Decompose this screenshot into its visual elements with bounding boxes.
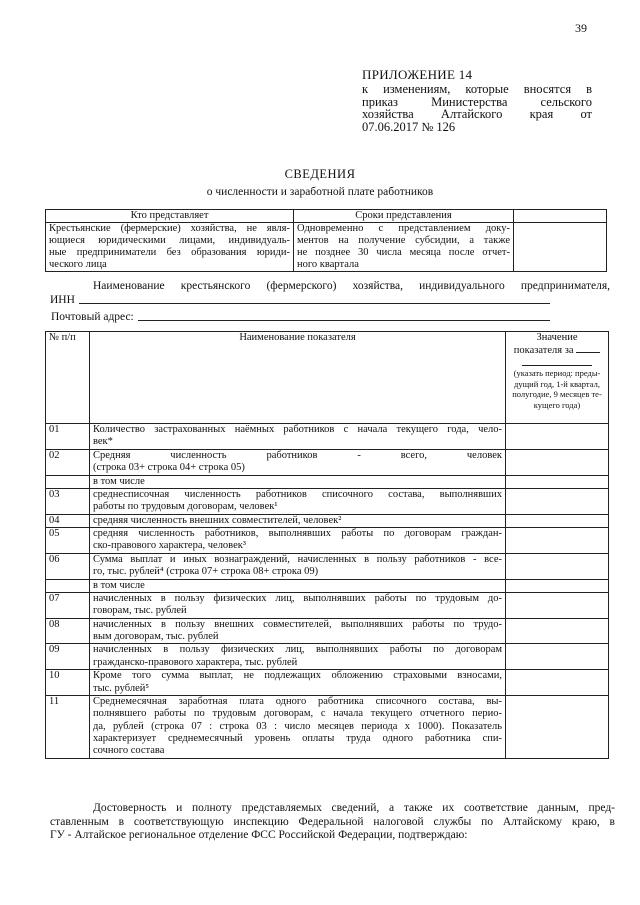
row-number xyxy=(46,475,90,488)
inn-label: ИНН xyxy=(50,294,75,306)
confirmation-line: ГУ - Алтайское региональное отделение ФСС Российской Федерации, подтверждаю: xyxy=(50,829,468,842)
row-text-line: ско-правового характера, человек³ xyxy=(93,540,246,552)
header-who: Кто представляет xyxy=(46,210,294,223)
row-value-cell[interactable] xyxy=(506,618,609,644)
row-indicator-name xyxy=(90,488,506,514)
who-line: ные предприниматели без образования юриди- xyxy=(49,246,290,258)
row-text-line: да, рублей (строка 07 : строка 03 : число месяцев периода х 1000). Показатель xyxy=(93,720,502,732)
appendix-line: приказ Министерства сельского xyxy=(362,94,592,109)
table-row xyxy=(46,670,609,696)
row-text-line: тыс. рублей⁵ xyxy=(93,682,150,694)
table-row xyxy=(46,553,609,579)
inn-blank-line[interactable] xyxy=(79,294,550,304)
table-row xyxy=(46,449,609,475)
inn-field xyxy=(50,294,550,307)
row-value-cell[interactable] xyxy=(506,670,609,696)
postal-label: Почтовый адрес: xyxy=(51,311,134,323)
row-indicator-name xyxy=(90,579,506,592)
row-number: 05 xyxy=(46,528,90,554)
row-number: 04 xyxy=(46,514,90,527)
header-empty xyxy=(514,210,607,223)
row-text-line: среднесписочная численность работников списочного состава, выполнявших xyxy=(93,488,502,500)
row-text-line: вым договорам, тыс. рублей xyxy=(93,631,219,642)
row-value-cell[interactable] xyxy=(506,579,609,592)
row-indicator-name xyxy=(90,424,506,450)
appendix-title: ПРИЛОЖЕНИЕ 14 xyxy=(362,67,473,82)
row-number: 09 xyxy=(46,644,90,670)
appendix-line: к изменениям, которые вносятся в xyxy=(362,81,592,96)
table-row xyxy=(46,618,609,644)
row-value-cell[interactable] xyxy=(506,424,609,450)
row-value-cell[interactable] xyxy=(506,553,609,579)
row-text-line: Сумма выплат и иных вознаграждений, начисленных в пользу работников - все- xyxy=(93,553,502,565)
header-value-note: (указать период: преды- xyxy=(513,368,601,379)
row-number xyxy=(46,579,90,592)
row-text-line: в том числе xyxy=(93,475,145,487)
row-text-line: характеризует среднемесячный уровень оплаты труда одного работника спи- xyxy=(93,733,502,744)
row-text-line: Кроме того сумма выплат, не подлежащих обложению страховыми взносами, xyxy=(93,670,502,682)
appendix-block xyxy=(362,68,592,134)
deadline-line: Одновременно с представлением доку- xyxy=(297,223,510,235)
row-number: 03 xyxy=(46,488,90,514)
header-indicator-name: Наименование показателя xyxy=(90,332,506,424)
row-text-line: средняя численность работников, выполнявших работы по договорам граждан- xyxy=(93,528,502,539)
row-text-line: Средняя численность работников - всего, человек xyxy=(93,449,502,461)
header-value-line1: Значение xyxy=(536,332,578,343)
appendix-line: хозяйства Алтайского края от xyxy=(362,107,592,122)
header-deadline: Сроки представления xyxy=(294,210,514,223)
row-indicator-name xyxy=(90,670,506,696)
deadline-line: ного квартала xyxy=(297,258,359,270)
row-text-line: го, тыс. рублей⁴ (строка 07+ строка 08+ строка 09) xyxy=(93,566,319,578)
deadline-line: ментов на получение субсидии, а также xyxy=(297,234,510,246)
deadline-line: не позднее 30 числа месяца после отчет- xyxy=(297,246,510,258)
row-indicator-name xyxy=(90,449,506,475)
who-cell xyxy=(46,223,294,271)
header-value-note: полугодие, 9 месяцев те- xyxy=(512,389,602,400)
row-text-line: в том числе xyxy=(93,579,145,591)
row-value-cell[interactable] xyxy=(506,475,609,488)
confirmation-line: Достоверность и полноту представляемых сведений, а также их соответствие данным, пред- xyxy=(93,802,615,814)
document-title: СВЕДЕНИЯ xyxy=(284,167,356,181)
deadline-cell xyxy=(294,223,514,271)
table-row xyxy=(46,528,609,554)
row-number: 02 xyxy=(46,449,90,475)
confirmation-text xyxy=(50,802,615,843)
table-row xyxy=(46,695,609,758)
row-text-line: Количество застрахованных наёмных работников с начала текущего года, чело- xyxy=(93,424,502,435)
header-value-note: дущий год, 1-й квартал, xyxy=(514,378,600,389)
row-indicator-name xyxy=(90,475,506,488)
table-row xyxy=(46,644,609,670)
table-row xyxy=(46,475,609,488)
row-number: 10 xyxy=(46,670,90,696)
row-indicator-name xyxy=(90,528,506,554)
header-value-note: кущего года) xyxy=(533,400,581,411)
row-value-cell[interactable] xyxy=(506,449,609,475)
table-row xyxy=(46,488,609,514)
table-row xyxy=(46,424,609,450)
row-number: 07 xyxy=(46,592,90,618)
header-value-line2: показателя за xyxy=(513,344,574,356)
row-value-cell[interactable] xyxy=(506,592,609,618)
who-line: Крестьянские (фермерские) хозяйства, не явля- xyxy=(49,223,290,235)
row-text-line: начисленных в пользу физических лиц, выполнявших работы по трудовым до- xyxy=(93,592,502,604)
row-text-line: начисленных в пользу физических лиц, выполнявших работы по договорам xyxy=(93,644,502,656)
empty-cell xyxy=(514,223,607,271)
document-heading xyxy=(0,167,640,200)
row-text-line: гражданско-правового характера, тыс. рублей xyxy=(93,656,298,668)
row-value-cell[interactable] xyxy=(506,528,609,554)
row-text-line: работы по трудовым договорам, человек¹ xyxy=(93,501,278,513)
table-row xyxy=(46,592,609,618)
header-number: № п/п xyxy=(46,332,90,424)
document-subtitle: о численности и заработной плате работников xyxy=(206,186,434,199)
table-row xyxy=(46,514,609,527)
row-value-cell[interactable] xyxy=(506,514,609,527)
row-number: 08 xyxy=(46,618,90,644)
row-value-cell[interactable] xyxy=(506,695,609,758)
org-name-label: Наименование крестьянского (фермерского) хозяйства, индивидуального предпринимателя, xyxy=(93,280,610,292)
who-line: ческого лица xyxy=(49,258,107,270)
header-value xyxy=(506,332,609,424)
confirmation-line: ставленным в соответствующую инспекцию Федеральной налоговой службы по Алтайскому краю, в xyxy=(50,815,615,828)
row-text-line: Среднемесячная заработная плата одного работника списочного состава, вы- xyxy=(93,695,502,707)
appendix-line: 07.06.2017 № 126 xyxy=(362,120,456,135)
row-number: 11 xyxy=(46,695,90,758)
row-text-line: начисленных в пользу внешних совместителей, выполнявших работы по трудо- xyxy=(93,618,502,630)
row-indicator-name xyxy=(90,695,506,758)
row-value-cell[interactable] xyxy=(506,488,609,514)
row-text-line: (строка 03+ строка 04+ строка 05) xyxy=(93,462,245,474)
row-indicator-name xyxy=(90,592,506,618)
row-value-cell[interactable] xyxy=(506,644,609,670)
row-indicator-name xyxy=(90,644,506,670)
row-indicator-name xyxy=(90,553,506,579)
row-text-line: полнявшего работы по трудовым договорам, с начала текущего отчетного перио- xyxy=(93,708,502,720)
row-text-line: сочного состава xyxy=(93,745,165,757)
row-number: 06 xyxy=(46,553,90,579)
indicators-table xyxy=(45,331,609,759)
row-text-line: средняя численность внешних совместителей, человек² xyxy=(93,514,342,526)
page-number: 39 xyxy=(575,21,587,35)
row-text-line: говорам, тыс. рублей xyxy=(93,605,187,617)
row-number: 01 xyxy=(46,424,90,450)
table-row xyxy=(46,579,609,592)
submission-table xyxy=(45,209,607,272)
row-indicator-name xyxy=(90,514,506,527)
postal-blank-line[interactable] xyxy=(138,311,550,321)
postal-address-field xyxy=(50,311,550,324)
row-indicator-name xyxy=(90,618,506,644)
who-line: ющиеся юридическими лицами, индивидуаль- xyxy=(49,234,290,246)
row-text-line: век* xyxy=(93,436,113,448)
